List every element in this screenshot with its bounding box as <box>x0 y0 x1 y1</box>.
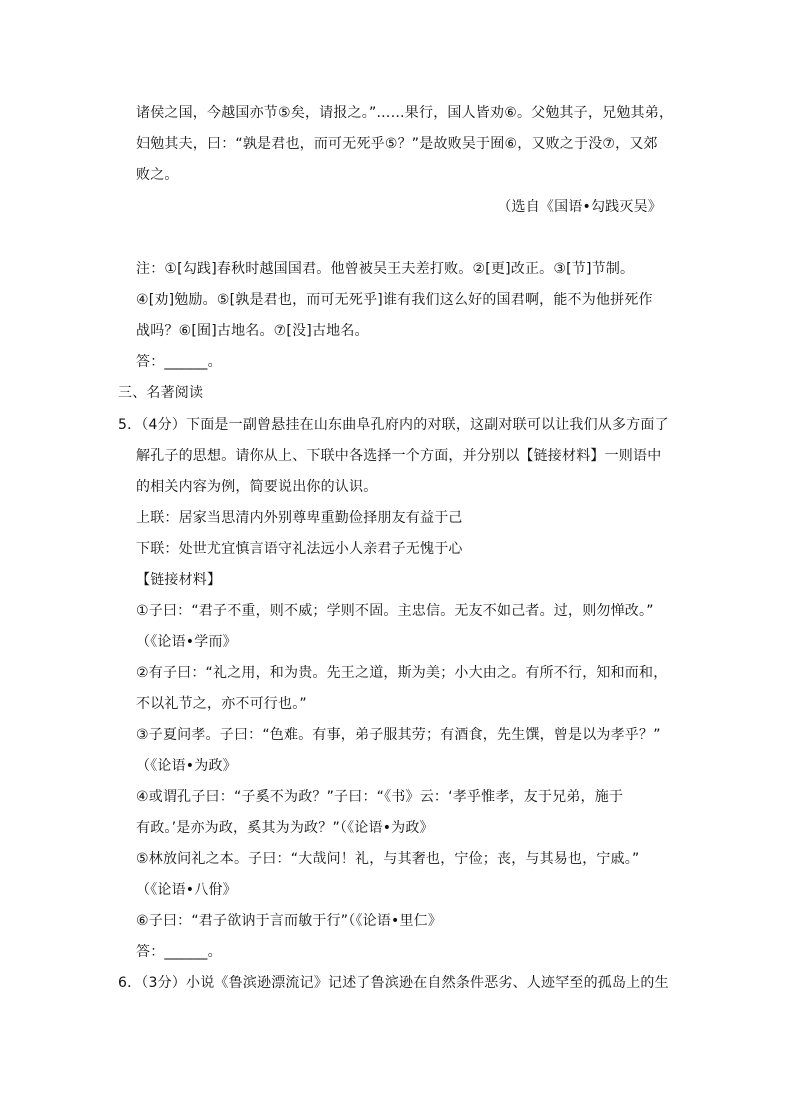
question5-line-1: 5．（4分）下面是一副曾悬挂在山东曲阜孔府内的对联，这副对联可以让我们从多方面了 <box>118 417 669 433</box>
material-6: ⑥子曰：“君子欲讷于言而敏于行”（《论语•里仁》 <box>136 913 443 929</box>
passage-source: （选自《国语•勾践灭吴》 <box>497 199 662 215</box>
passage-line-2: 妇勉其夫，曰：“孰是君也，而可无死乎⑤？”是故败吴于囿⑥，又败之于没⑦，又郊 <box>136 136 658 152</box>
section-heading: 三、名著阅读 <box>118 385 204 401</box>
notes-line-3: 战吗？⑥[囿]古地名。⑦[没]古地名。 <box>136 323 369 339</box>
question5-line-2: 解孔子的思想。请你从上、下联中各选择一个方面，并分别以【链接材料】一则语中 <box>136 448 662 464</box>
couplet-upper: 上联：居家当思清内外别尊卑重勤俭择朋友有益于己 <box>136 510 463 526</box>
material-3-line-1: ③子夏问孝。子曰：“色难。有事，弟子服其劳；有酒食，先生馔，曾是以为孝乎？” <box>136 727 661 743</box>
question5-answer: 答：______。 <box>136 944 222 960</box>
material-1-line-2: （《论语•学而》 <box>136 634 237 650</box>
material-1-line-1: ①子曰：“君子不重，则不威；学则不固。主忠信。无友不如己者。过，则勿惮改。” <box>136 603 654 619</box>
material-2-line-2: 不以礼节之，亦不可行也。” <box>136 696 307 712</box>
question6-line-1: 6．（3分）小说《鲁滨逊漂流记》记述了鲁滨逊在自然条件恶劣、人迹罕至的孤岛上的生 <box>118 975 669 991</box>
couplet-lower: 下联：处世尤宜慎言语守礼法远小人亲君子无愧于心 <box>136 541 463 557</box>
material-2-line-1: ②有子曰：“礼之用，和为贵。先王之道，斯为美；小大由之。有所不行，知和而和， <box>136 665 668 681</box>
notes-line-1: 注：①[勾践]春秋时越国国君。他曾被吴王夫差打败。②[更]改正。③[节]节制。 <box>136 261 635 277</box>
material-3-line-2: （《论语•为政》 <box>136 758 237 774</box>
passage-line-3: 败之。 <box>136 167 179 183</box>
material-title: 【链接材料】 <box>136 572 222 588</box>
material-4-line-1: ④或谓孔子曰：“子奚不为政？”子曰：“《书》云：‘孝乎惟孝，友于兄弟，施于 <box>136 789 624 805</box>
passage-line-1: 诸侯之国，今越国亦节⑤矣，请报之。”……果行，国人皆劝⑥。父勉其子，兄勉其弟， <box>136 105 674 121</box>
question5-line-3: 的相关内容为例，简要说出你的认识。 <box>136 479 378 495</box>
notes-answer: 答：______。 <box>136 354 222 370</box>
notes-line-2: ④[劝]勉励。⑤[孰是君也，而可无死乎]谁有我们这么好的国君啊，能不为他拼死作 <box>136 292 653 308</box>
material-5-line-2: （《论语•八佾》 <box>136 882 237 898</box>
material-5-line-1: ⑤林放问礼之本。子曰：“大哉问！礼，与其奢也，宁俭；丧，与其易也，宁戚。” <box>136 851 640 867</box>
material-4-line-2: 有政。’是亦为政，奚其为为政？”（《论语•为政》 <box>136 820 434 836</box>
